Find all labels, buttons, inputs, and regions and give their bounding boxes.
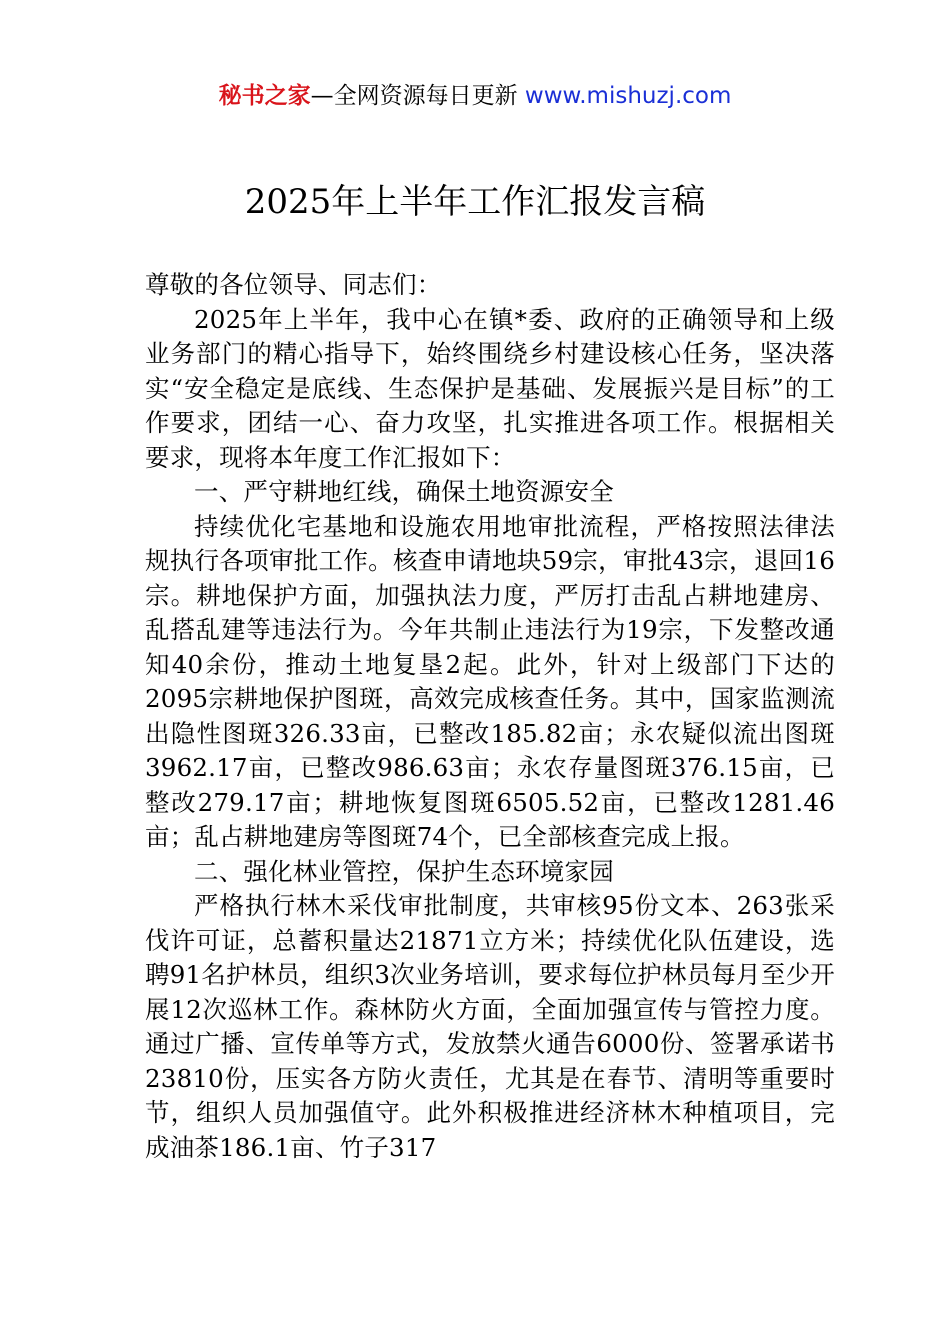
site-url-link[interactable]: www.mishuzj.com [524, 83, 732, 109]
section-1-heading: 一、严守耕地红线，确保土地资源安全 [194, 477, 614, 506]
salutation: 尊敬的各位领导、同志们： [145, 270, 442, 299]
intro-paragraph: 2025年上半年，我中心在镇*委、政府的正确领导和上级业务部门的精心指导下，始终围绕乡村建设核心任务，坚决落实“安全稳定是底线、生态保护是基础、发展振兴是目标”的工作要求，团结一心、奋力攻坚，扎实推进各项工作。根据相关要求，现将本年度工作汇报如下： [145, 304, 835, 472]
site-header [0, 80, 950, 112]
section-1-paragraph: 持续优化宅基地和设施农用地审批流程，严格按照法律法规执行各项审批工作。核查申请地块59宗，审批43宗，退回16宗。耕地保护方面，加强执法力度，严厉打击乱占耕地建房、乱搭乱建等违法行为。今年共制止违法行为19宗，下发整改通知40余份，推动土地复垦2起。此外，针对上级部门下达的2095宗耕地保护图斑，高效完成核查任务。其中，国家监测流出隐性图斑326.33亩，已整改185.82亩；永农疑似流出图斑3962.17亩，已整改986.63亩；永农存量图斑376.15亩，已整改279.17亩；耕地恢复图斑6505.52亩，已整改1281.46亩；乱占耕地建房等图斑74个，已全部核查完成上报。 [145, 511, 835, 851]
site-slogan: —全网资源每日更新 [310, 83, 518, 109]
site-brand: 秘书之家 [218, 83, 311, 109]
section-2-paragraph: 严格执行林木采伐审批制度，共审核95份文本、263张采伐许可证，总蓄积量达21871立方米；持续优化队伍建设，选聘91名护林员，组织3次业务培训，要求每位护林员每月至少开展12次巡林工作。森林防火方面，全面加强宣传与管控力度。通过广播、宣传单等方式，发放禁火通告6000份、签署承诺书23810份，压实各方防火责任，尤其是在春节、清明等重要时节，组织人员加强值守。此外积极推进经济林木种植项目，完成油茶186.1亩、竹子317 [145, 891, 835, 1162]
document-title: 2025年上半年工作汇报发言稿 [244, 182, 706, 222]
section-2-heading: 二、强化林业管控，保护生态环境家园 [194, 856, 614, 886]
document-body [145, 268, 835, 1165]
